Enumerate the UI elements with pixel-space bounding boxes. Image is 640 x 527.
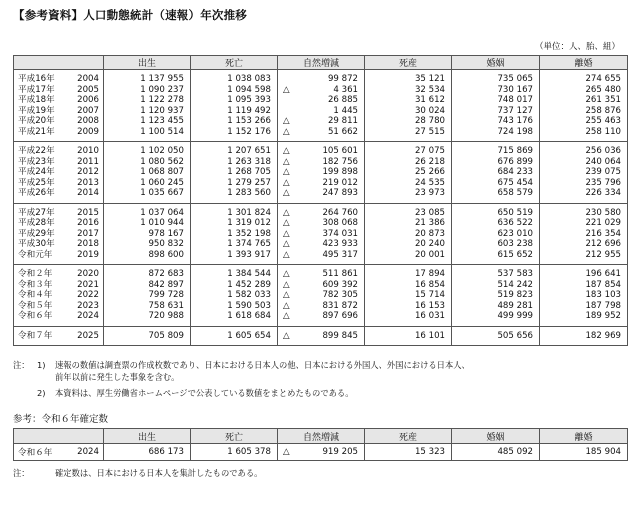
cell-deaths: 1 094 598 <box>191 85 278 96</box>
cell-marriages: 743 176 <box>452 116 540 127</box>
annual-trend-table <box>13 55 628 346</box>
cell-natural-change: 1 445 <box>295 106 365 117</box>
cell-era: 平成18年 <box>14 95 69 106</box>
header-natural-change: 自然増減 <box>278 56 365 70</box>
cell-era: 平成29年 <box>14 229 69 240</box>
cell-natural-change: 99 872 <box>295 70 365 85</box>
cell-year: 2023 <box>69 301 104 312</box>
cell-era: 平成19年 <box>14 106 69 117</box>
table-row <box>14 116 628 127</box>
header-deaths: 死亡 <box>191 56 278 70</box>
cell-births: 1 035 667 <box>104 188 191 203</box>
cell-natural-change: 199 898 <box>295 167 365 178</box>
cell-marriages: 485 092 <box>452 444 540 461</box>
cell-stillbirths: 17 894 <box>365 265 452 280</box>
cell-marriages: 603 238 <box>452 239 540 250</box>
cell-year: 2006 <box>69 95 104 106</box>
cell-decrease-mark: △ <box>278 167 295 178</box>
cell-births: 758 631 <box>104 301 191 312</box>
cell-natural-change: 897 696 <box>295 311 365 326</box>
cell-natural-change: 264 760 <box>295 203 365 218</box>
cell-births: 950 832 <box>104 239 191 250</box>
cell-year: 2019 <box>69 250 104 265</box>
cell-deaths: 1 263 318 <box>191 157 278 168</box>
cell-decrease-mark: △ <box>278 301 295 312</box>
cell-marriages: 658 579 <box>452 188 540 203</box>
cell-births: 1 080 562 <box>104 157 191 168</box>
cell-decrease-mark: △ <box>278 127 295 142</box>
notes <box>13 360 615 400</box>
cell-marriages: 623 010 <box>452 229 540 240</box>
cell-year: 2020 <box>69 265 104 280</box>
cell-natural-change: 831 872 <box>295 301 365 312</box>
cell-stillbirths: 25 266 <box>365 167 452 178</box>
cell-decrease-mark: △ <box>278 203 295 218</box>
cell-deaths: 1 119 492 <box>191 106 278 117</box>
table-row <box>14 167 628 178</box>
table-row <box>14 85 628 96</box>
cell-era: 令和２年 <box>14 265 69 280</box>
cell-decrease-mark <box>278 95 295 106</box>
table-row <box>14 301 628 312</box>
cell-year: 2009 <box>69 127 104 142</box>
cell-divorces: 187 854 <box>540 280 628 291</box>
cell-births: 1 102 050 <box>104 142 191 157</box>
cell-deaths: 1 618 684 <box>191 311 278 326</box>
cell-natural-change: 26 885 <box>295 95 365 106</box>
cell-decrease-mark: △ <box>278 157 295 168</box>
cell-marriages: 650 519 <box>452 203 540 218</box>
cell-deaths: 1 301 824 <box>191 203 278 218</box>
cell-year: 2018 <box>69 239 104 250</box>
cell-marriages: 730 167 <box>452 85 540 96</box>
cell-era: 平成27年 <box>14 203 69 218</box>
table-row <box>14 106 628 117</box>
header-marriages: 婚姻 <box>452 56 540 70</box>
cell-stillbirths: 20 873 <box>365 229 452 240</box>
cell-births: 1 120 937 <box>104 106 191 117</box>
table-row <box>14 280 628 291</box>
cell-natural-change: 899 845 <box>295 326 365 346</box>
note-index: 2) <box>37 388 46 398</box>
cell-era: 平成24年 <box>14 167 69 178</box>
cell-divorces: 183 103 <box>540 290 628 301</box>
cell-year: 2004 <box>69 70 104 85</box>
cell-births: 686 173 <box>104 444 191 461</box>
cell-deaths: 1 352 198 <box>191 229 278 240</box>
cell-deaths: 1 452 289 <box>191 280 278 291</box>
reference-table <box>13 428 628 461</box>
cell-stillbirths: 16 101 <box>365 326 452 346</box>
table-row <box>14 326 628 346</box>
cell-births: 1 100 514 <box>104 127 191 142</box>
cell-year: 2008 <box>69 116 104 127</box>
cell-divorces: 255 463 <box>540 116 628 127</box>
cell-decrease-mark: △ <box>278 85 295 96</box>
cell-stillbirths: 23 973 <box>365 188 452 203</box>
table-row <box>14 265 628 280</box>
cell-divorces: 212 955 <box>540 250 628 265</box>
cell-births: 705 809 <box>104 326 191 346</box>
cell-stillbirths: 15 714 <box>365 290 452 301</box>
cell-year: 2011 <box>69 157 104 168</box>
header-divorces: 離婚 <box>540 56 628 70</box>
cell-births: 978 167 <box>104 229 191 240</box>
cell-births: 1 060 245 <box>104 178 191 189</box>
cell-era: 平成30年 <box>14 239 69 250</box>
header-divorces: 離婚 <box>540 429 628 444</box>
cell-divorces: 189 952 <box>540 311 628 326</box>
cell-decrease-mark: △ <box>278 326 295 346</box>
cell-stillbirths: 30 024 <box>365 106 452 117</box>
cell-deaths: 1 153 266 <box>191 116 278 127</box>
cell-marriages: 724 198 <box>452 127 540 142</box>
cell-year: 2017 <box>69 229 104 240</box>
cell-decrease-mark: △ <box>278 229 295 240</box>
cell-stillbirths: 24 535 <box>365 178 452 189</box>
cell-natural-change: 609 392 <box>295 280 365 291</box>
cell-marriages: 715 869 <box>452 142 540 157</box>
cell-divorces: 258 876 <box>540 106 628 117</box>
cell-divorces: 221 029 <box>540 218 628 229</box>
cell-divorces: 265 480 <box>540 85 628 96</box>
header-row <box>14 56 628 70</box>
cell-marriages: 676 899 <box>452 157 540 168</box>
cell-decrease-mark: △ <box>278 311 295 326</box>
cell-stillbirths: 31 612 <box>365 95 452 106</box>
cell-stillbirths: 16 031 <box>365 311 452 326</box>
table-row <box>14 239 628 250</box>
cell-year: 2014 <box>69 188 104 203</box>
header-deaths: 死亡 <box>191 429 278 444</box>
cell-marriages: 737 127 <box>452 106 540 117</box>
cell-decrease-mark: △ <box>278 280 295 291</box>
cell-era: 平成23年 <box>14 157 69 168</box>
cell-deaths: 1 279 257 <box>191 178 278 189</box>
cell-divorces: 258 110 <box>540 127 628 142</box>
cell-divorces: 274 655 <box>540 70 628 85</box>
cell-deaths: 1 605 654 <box>191 326 278 346</box>
cell-natural-change: 51 662 <box>295 127 365 142</box>
cell-divorces: 185 904 <box>540 444 628 461</box>
cell-marriages: 499 999 <box>452 311 540 326</box>
cell-deaths: 1 268 705 <box>191 167 278 178</box>
cell-decrease-mark: △ <box>278 239 295 250</box>
cell-stillbirths: 21 386 <box>365 218 452 229</box>
reference-note-text: 確定数は、日本における日本人を集計したものである。 <box>55 468 263 478</box>
cell-divorces: 230 580 <box>540 203 628 218</box>
cell-births: 1 068 807 <box>104 167 191 178</box>
table-body <box>14 70 628 346</box>
cell-marriages: 748 017 <box>452 95 540 106</box>
cell-deaths: 1 283 560 <box>191 188 278 203</box>
cell-era: 令和３年 <box>14 280 69 291</box>
cell-decrease-mark <box>278 106 295 117</box>
cell-divorces: 182 969 <box>540 326 628 346</box>
cell-era: 平成25年 <box>14 178 69 189</box>
note-text: 速報の数値は調査票の作成枚数であり、日本における日本人の他、日本における外国人、外国における日本人、 <box>55 360 470 370</box>
header-births: 出生 <box>104 429 191 444</box>
cell-stillbirths: 27 075 <box>365 142 452 157</box>
cell-era: 平成16年 <box>14 70 69 85</box>
table-row <box>14 95 628 106</box>
cell-stillbirths: 35 121 <box>365 70 452 85</box>
reference-title: 参考：令和６年確定数 <box>13 414 109 425</box>
cell-era: 平成20年 <box>14 116 69 127</box>
cell-marriages: 537 583 <box>452 265 540 280</box>
cell-year: 2016 <box>69 218 104 229</box>
cell-era: 令和４年 <box>14 290 69 301</box>
cell-divorces: 216 354 <box>540 229 628 240</box>
header-stillbirths: 死産 <box>365 429 452 444</box>
cell-deaths: 1 393 917 <box>191 250 278 265</box>
note-1-cont <box>13 372 615 384</box>
table-row <box>14 127 628 142</box>
header-marriages: 婚姻 <box>452 429 540 444</box>
cell-deaths: 1 605 378 <box>191 444 278 461</box>
note-index: 1) <box>37 360 46 370</box>
cell-era: 平成26年 <box>14 188 69 203</box>
cell-natural-change: 919 205 <box>295 444 365 461</box>
cell-stillbirths: 16 854 <box>365 280 452 291</box>
table-row <box>14 142 628 157</box>
header-period <box>14 429 104 444</box>
table-row <box>14 203 628 218</box>
note-1 <box>13 360 615 372</box>
cell-natural-change: 182 756 <box>295 157 365 168</box>
cell-natural-change: 423 933 <box>295 239 365 250</box>
cell-marriages: 615 652 <box>452 250 540 265</box>
cell-births: 1 123 455 <box>104 116 191 127</box>
cell-natural-change: 374 031 <box>295 229 365 240</box>
cell-stillbirths: 27 515 <box>365 127 452 142</box>
cell-era: 平成28年 <box>14 218 69 229</box>
cell-births: 1 037 064 <box>104 203 191 218</box>
cell-divorces: 261 351 <box>540 95 628 106</box>
cell-era: 令和元年 <box>14 250 69 265</box>
cell-decrease-mark: △ <box>278 444 295 461</box>
table-row <box>14 250 628 265</box>
cell-year: 2012 <box>69 167 104 178</box>
cell-stillbirths: 20 001 <box>365 250 452 265</box>
cell-decrease-mark: △ <box>278 142 295 157</box>
cell-deaths: 1 319 012 <box>191 218 278 229</box>
cell-year: 2024 <box>69 311 104 326</box>
table-row <box>14 188 628 203</box>
page-title: 【参考資料】人口動態統計（速報）年次推移 <box>13 8 247 22</box>
cell-natural-change: 495 317 <box>295 250 365 265</box>
cell-divorces: 239 075 <box>540 167 628 178</box>
cell-divorces: 226 334 <box>540 188 628 203</box>
cell-natural-change: 4 361 <box>295 85 365 96</box>
cell-births: 872 683 <box>104 265 191 280</box>
cell-divorces: 256 036 <box>540 142 628 157</box>
cell-marriages: 675 454 <box>452 178 540 189</box>
cell-decrease-mark: △ <box>278 178 295 189</box>
cell-year: 2010 <box>69 142 104 157</box>
cell-era: 平成17年 <box>14 85 69 96</box>
cell-era: 令和７年 <box>14 326 69 346</box>
cell-deaths: 1 152 176 <box>191 127 278 142</box>
cell-natural-change: 308 068 <box>295 218 365 229</box>
cell-births: 898 600 <box>104 250 191 265</box>
table-row <box>14 218 628 229</box>
cell-births: 1 137 955 <box>104 70 191 85</box>
cell-births: 1 010 944 <box>104 218 191 229</box>
cell-decrease-mark: △ <box>278 188 295 203</box>
table-row <box>14 290 628 301</box>
cell-era: 令和６年 <box>14 444 69 461</box>
cell-marriages: 684 233 <box>452 167 540 178</box>
note-label: 注： <box>13 360 30 370</box>
cell-deaths: 1 207 651 <box>191 142 278 157</box>
cell-era: 令和５年 <box>14 301 69 312</box>
cell-marriages: 519 823 <box>452 290 540 301</box>
cell-divorces: 240 064 <box>540 157 628 168</box>
unit-label: （単位：人、胎、組） <box>534 42 620 52</box>
cell-year: 2007 <box>69 106 104 117</box>
cell-decrease-mark: △ <box>278 265 295 280</box>
cell-year: 2015 <box>69 203 104 218</box>
cell-divorces: 235 796 <box>540 178 628 189</box>
cell-era: 平成21年 <box>14 127 69 142</box>
cell-stillbirths: 23 085 <box>365 203 452 218</box>
reference-header-row <box>14 429 628 444</box>
cell-natural-change: 29 811 <box>295 116 365 127</box>
cell-deaths: 1 590 503 <box>191 301 278 312</box>
note-text: 本資料は、厚生労働省ホームページで公表している数値をまとめたものである。 <box>55 388 354 398</box>
cell-births: 1 122 278 <box>104 95 191 106</box>
note-text-cont: 前年以前に発生した事象を含む。 <box>55 371 180 382</box>
cell-births: 842 897 <box>104 280 191 291</box>
cell-stillbirths: 20 240 <box>365 239 452 250</box>
cell-year: 2024 <box>69 444 104 461</box>
table-row <box>14 229 628 240</box>
cell-year: 2013 <box>69 178 104 189</box>
reference-row <box>14 444 628 461</box>
reference-note <box>13 467 262 479</box>
cell-marriages: 489 281 <box>452 301 540 312</box>
cell-year: 2005 <box>69 85 104 96</box>
cell-decrease-mark <box>278 70 295 85</box>
cell-stillbirths: 15 323 <box>365 444 452 461</box>
table-row <box>14 157 628 168</box>
cell-divorces: 196 641 <box>540 265 628 280</box>
table-row <box>14 311 628 326</box>
header-births: 出生 <box>104 56 191 70</box>
note-2 <box>13 388 615 400</box>
cell-natural-change: 511 861 <box>295 265 365 280</box>
cell-year: 2021 <box>69 280 104 291</box>
cell-deaths: 1 582 033 <box>191 290 278 301</box>
cell-marriages: 636 522 <box>452 218 540 229</box>
cell-natural-change: 105 601 <box>295 142 365 157</box>
cell-divorces: 187 798 <box>540 301 628 312</box>
table-row <box>14 178 628 189</box>
cell-era: 令和６年 <box>14 311 69 326</box>
header-period <box>14 56 104 70</box>
cell-decrease-mark: △ <box>278 116 295 127</box>
cell-deaths: 1 374 765 <box>191 239 278 250</box>
cell-divorces: 212 696 <box>540 239 628 250</box>
cell-decrease-mark: △ <box>278 290 295 301</box>
reference-note-label: 注： <box>13 468 30 478</box>
cell-stillbirths: 28 780 <box>365 116 452 127</box>
cell-births: 720 988 <box>104 311 191 326</box>
cell-stillbirths: 32 534 <box>365 85 452 96</box>
cell-decrease-mark: △ <box>278 218 295 229</box>
header-natural-change: 自然増減 <box>278 429 365 444</box>
cell-births: 1 090 237 <box>104 85 191 96</box>
header-stillbirths: 死産 <box>365 56 452 70</box>
table-row <box>14 70 628 85</box>
cell-natural-change: 782 305 <box>295 290 365 301</box>
cell-marriages: 514 242 <box>452 280 540 291</box>
cell-decrease-mark: △ <box>278 250 295 265</box>
cell-natural-change: 219 012 <box>295 178 365 189</box>
cell-natural-change: 247 893 <box>295 188 365 203</box>
cell-stillbirths: 16 153 <box>365 301 452 312</box>
cell-births: 799 728 <box>104 290 191 301</box>
cell-deaths: 1 095 393 <box>191 95 278 106</box>
cell-marriages: 505 656 <box>452 326 540 346</box>
cell-year: 2022 <box>69 290 104 301</box>
cell-marriages: 735 065 <box>452 70 540 85</box>
cell-deaths: 1 384 544 <box>191 265 278 280</box>
cell-year: 2025 <box>69 326 104 346</box>
cell-era: 平成22年 <box>14 142 69 157</box>
cell-deaths: 1 038 083 <box>191 70 278 85</box>
cell-stillbirths: 26 218 <box>365 157 452 168</box>
